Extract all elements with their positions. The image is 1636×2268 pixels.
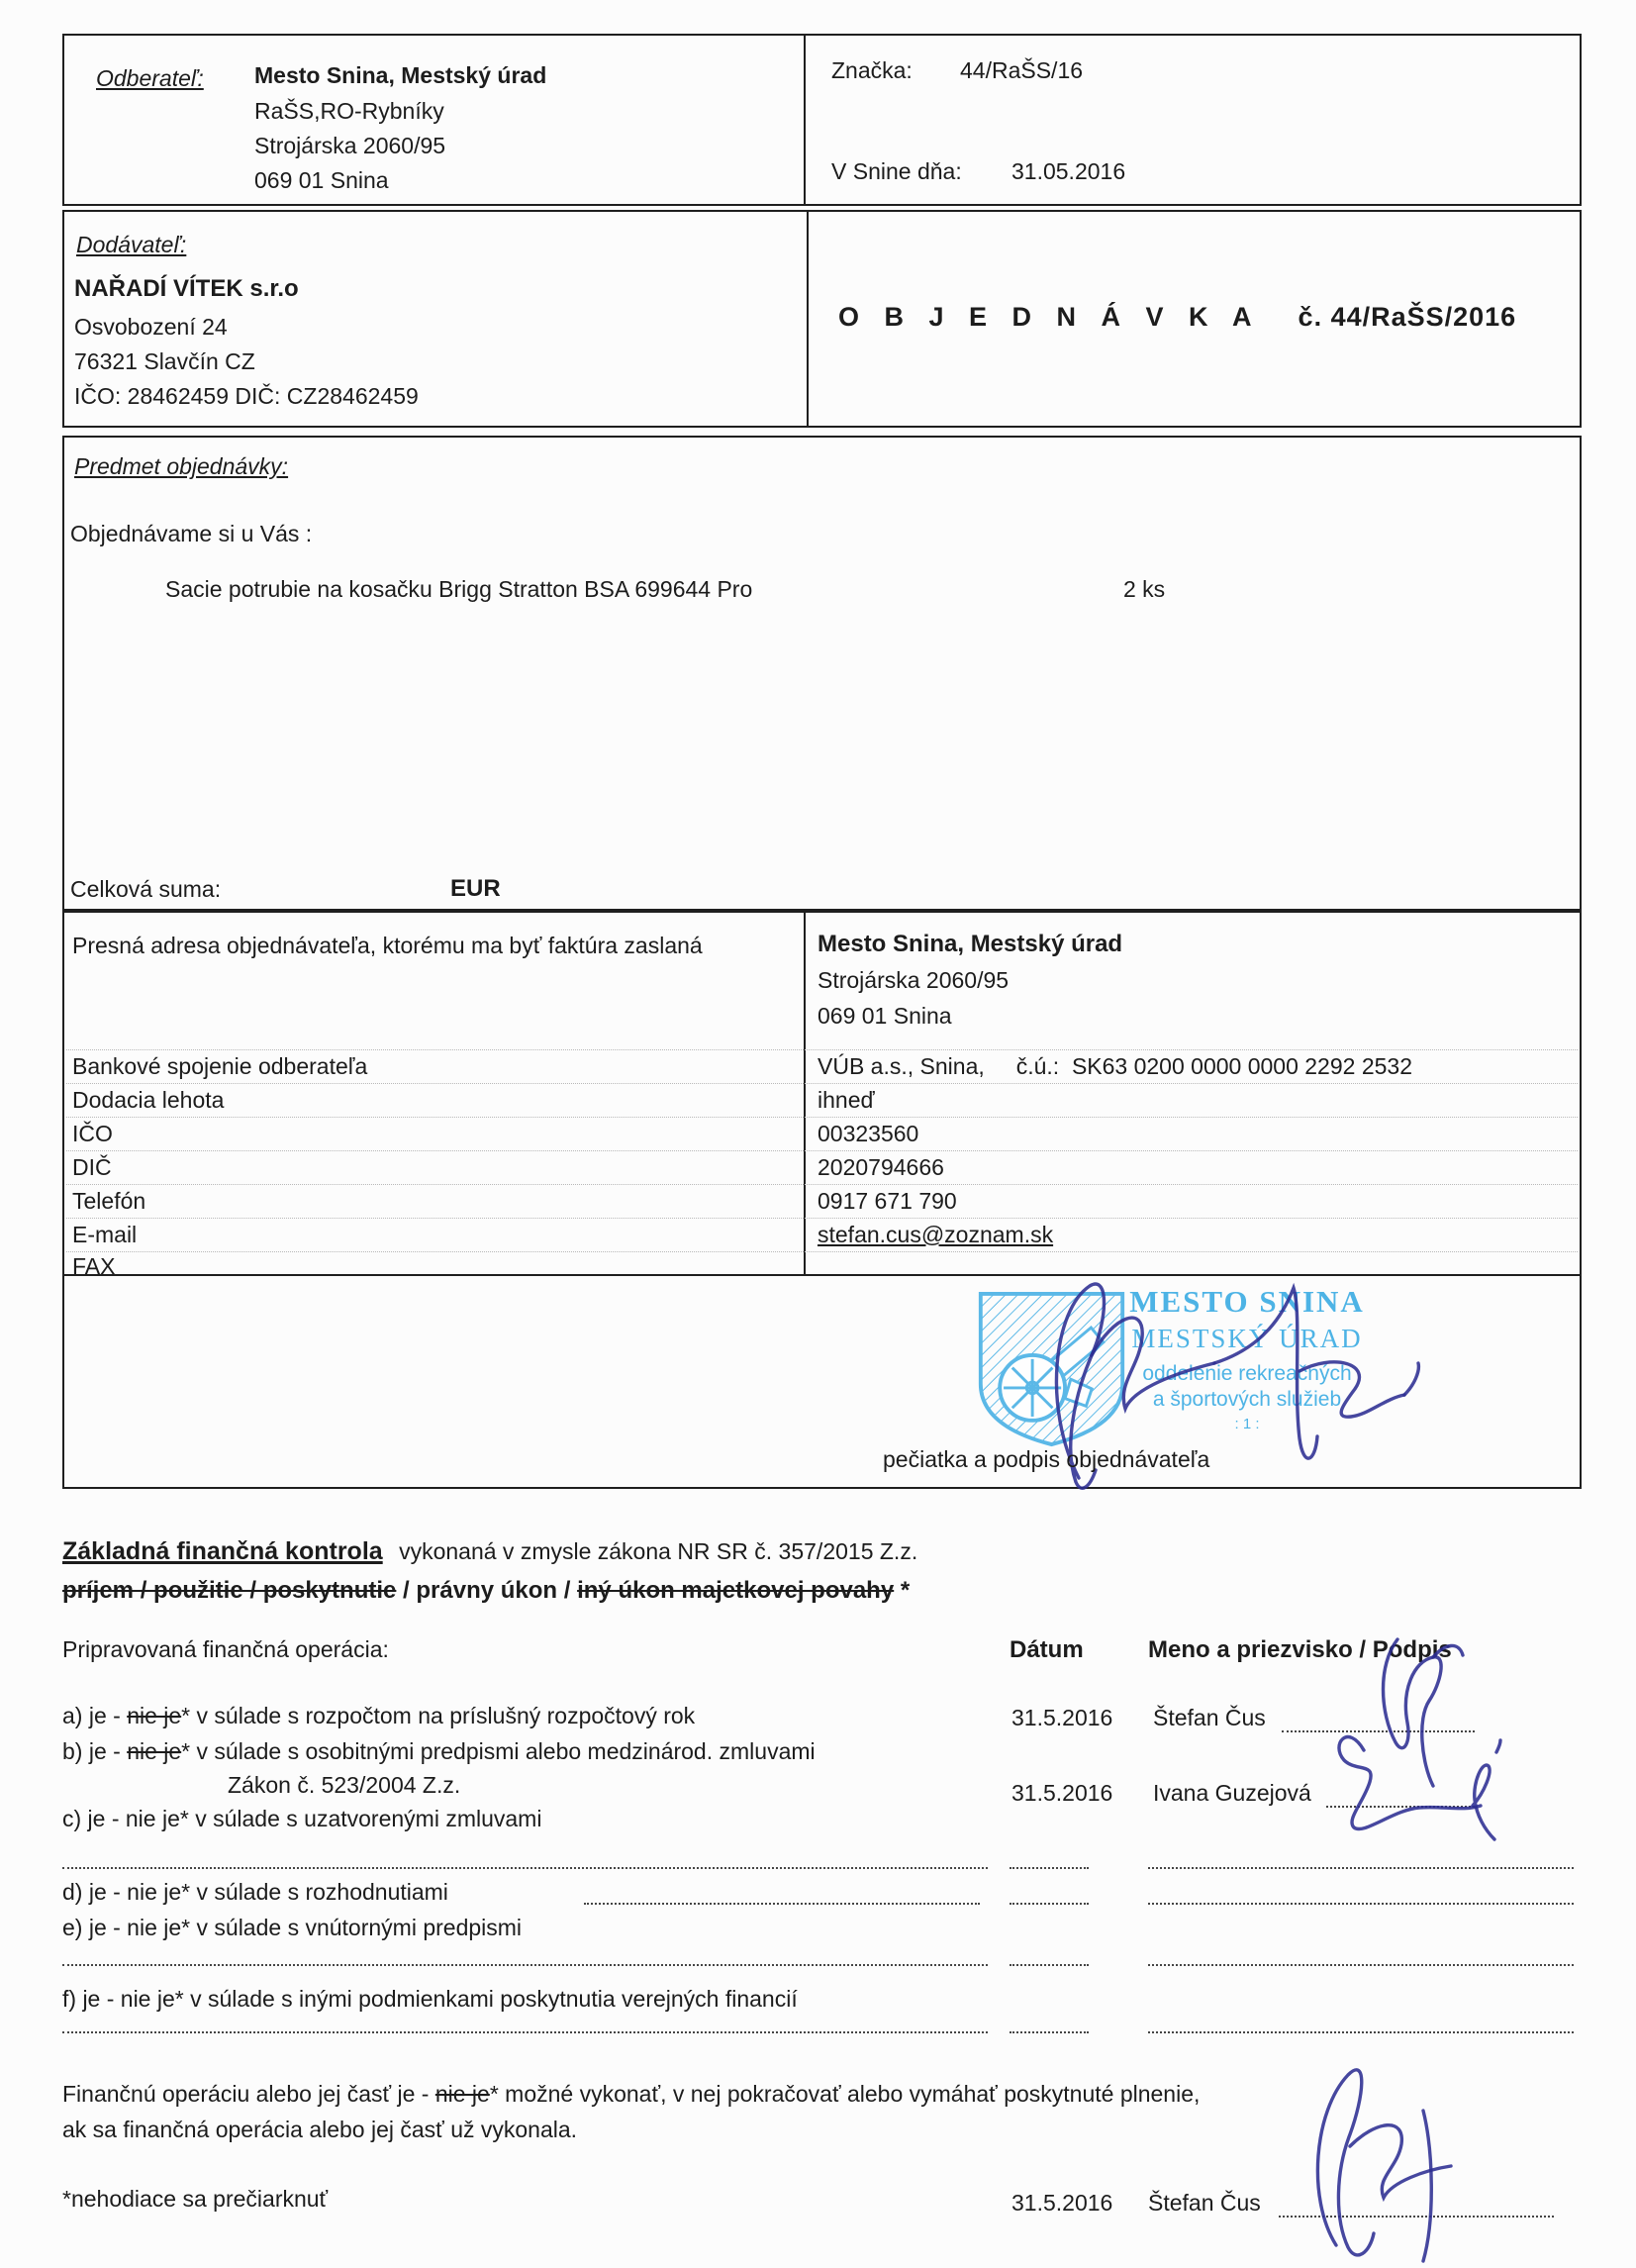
total-currency: EUR <box>450 875 501 902</box>
supplier-line: 76321 Slavčín CZ <box>74 348 255 374</box>
sign-a-name: Štefan Čus <box>1153 1705 1266 1730</box>
reference-label: Značka: <box>831 57 913 83</box>
control-title-rest: vykonaná v zmysle zákona NR SR č. 357/2015 Z.z. <box>399 1538 918 1564</box>
signature-line <box>1326 1806 1475 1808</box>
stamp-caption: pečiatka a podpis objednávateľa <box>883 1446 1210 1472</box>
stamp-line: MESTSKÝ ÚRAD <box>1131 1324 1363 1353</box>
row-separator <box>66 1218 1578 1219</box>
dotted-line <box>1010 1964 1089 1966</box>
dotted-line <box>1148 1964 1574 1966</box>
asterisk: * <box>894 1577 911 1604</box>
struck-options: príjem / použitie / poskytnutie <box>62 1577 397 1604</box>
row-label: Telefón <box>72 1188 146 1214</box>
divider <box>804 36 806 204</box>
row-value: ihneď <box>818 1087 875 1113</box>
control-row-e: e) je - nie je* v súlade s vnútornými predpismi <box>62 1915 523 1940</box>
sign-a-date: 31.5.2016 <box>1011 1705 1113 1730</box>
dotted-line <box>62 1867 988 1869</box>
row-separator <box>66 1184 1578 1185</box>
supplier-line: IČO: 28462459 DIČ: CZ28462459 <box>74 383 419 409</box>
email-value: stefan.cus@zoznam.sk <box>818 1222 1054 1247</box>
stamp-text <box>1099 1284 1395 1432</box>
active-option: / právny úkon / <box>396 1577 578 1604</box>
supplier-box <box>62 210 1582 428</box>
supplier-label: Dodávateľ: <box>76 232 187 257</box>
stamp-line: oddelenie rekreačných <box>1142 1362 1352 1385</box>
details-table <box>62 909 1582 1279</box>
signature-line <box>1282 1730 1475 1732</box>
date-label: V Snine dňa: <box>831 158 962 184</box>
dotted-line <box>1010 2031 1089 2033</box>
row-separator <box>66 1083 1578 1084</box>
control-row-c: c) je - nie je* v súlade s uzatvorenými zmluvami <box>62 1806 542 1831</box>
order-intro: Objednávame si u Vás : <box>70 521 313 546</box>
row-value: 2020794666 <box>818 1154 944 1180</box>
customer-line: 069 01 Snina <box>254 167 389 193</box>
control-row-a <box>62 1703 695 1730</box>
date-value: 31.05.2016 <box>1011 158 1126 184</box>
invoice-address-label: Presná adresa objednávateľa, ktorému ma byť faktúra zaslaná <box>72 933 703 958</box>
row-separator <box>66 1049 1578 1050</box>
struck-options: iný úkon majetkovej povahy <box>577 1577 895 1604</box>
final-sign-date: 31.5.2016 <box>1011 2190 1113 2216</box>
order-title-word: O B J E D N Á V K A <box>838 302 1261 332</box>
row-label: DIČ <box>72 1154 112 1180</box>
control-row-b <box>62 1738 816 1766</box>
final-sign-name: Štefan Čus <box>1148 2190 1261 2216</box>
stamp-line: MESTO SNINA <box>1129 1284 1365 1319</box>
dotted-line <box>62 1964 988 1966</box>
dotted-line <box>1010 1867 1089 1869</box>
prepared-operation-label: Pripravovaná finančná operácia: <box>62 1636 389 1662</box>
subject-box <box>62 436 1582 913</box>
control-title-line <box>62 1536 917 1566</box>
row-b-struck: nie je <box>127 1738 182 1764</box>
order-item-qty: 2 ks <box>1123 576 1166 602</box>
stamp-box <box>62 1274 1582 1489</box>
column-date-header: Dátum <box>1010 1636 1084 1663</box>
row-label: Bankové spojenie odberateľa <box>72 1053 368 1079</box>
row-label: Dodacia lehota <box>72 1087 225 1113</box>
closing-line1 <box>62 2081 1200 2109</box>
row-label: E-mail <box>72 1222 138 1247</box>
total-label: Celková suma: <box>70 876 222 902</box>
dotted-line <box>1010 1903 1089 1905</box>
sign-b-date: 31.5.2016 <box>1011 1780 1113 1806</box>
row-value: VÚB a.s., Snina, č.ú.: SK63 0200 0000 0000 2292 2532 <box>818 1053 1412 1079</box>
customer-name: Mesto Snina, Mestský úrad <box>254 62 547 88</box>
supplier-line: Osvobození 24 <box>74 314 228 340</box>
order-title <box>838 301 1516 333</box>
signature-line <box>1279 2216 1554 2218</box>
row-label: FAX <box>72 1253 116 1279</box>
control-title: Základná finančná kontrola <box>62 1537 383 1565</box>
row-label: IČO <box>72 1121 113 1146</box>
dotted-line <box>62 2031 988 2033</box>
control-row-f: f) je - nie je* v súlade s inými podmienkami poskytnutia verejných financií <box>62 1986 798 2012</box>
row-separator <box>66 1150 1578 1151</box>
invoice-address-line: Strojárska 2060/95 <box>818 967 1010 993</box>
customer-line: Strojárska 2060/95 <box>254 133 446 158</box>
divider <box>807 212 809 426</box>
row-a-struck: nie je <box>127 1703 182 1728</box>
invoice-address-line: 069 01 Snina <box>818 1003 952 1029</box>
dotted-line <box>1148 2031 1574 2033</box>
row-b-pre: b) je - <box>62 1738 128 1764</box>
closing-pre: Finančnú operáciu alebo jej časť je - <box>62 2081 435 2107</box>
divider <box>804 911 806 1274</box>
stamp-line: : 1 : <box>1234 1416 1260 1432</box>
dotted-line <box>1148 1903 1574 1905</box>
invoice-address-name: Mesto Snina, Mestský úrad <box>818 931 1123 957</box>
reference-value: 44/RaŠS/16 <box>960 57 1084 83</box>
customer-line: RaŠS,RO-Rybníky <box>254 98 444 124</box>
sign-b-name: Ivana Guzejová <box>1153 1780 1311 1806</box>
closing-struck: nie je <box>434 2081 490 2107</box>
stamp-line: a športových služieb <box>1152 1388 1342 1411</box>
row-a-pre: a) je - <box>62 1703 128 1728</box>
control-row-b-line2: Zákon č. 523/2004 Z.z. <box>228 1772 461 1798</box>
closing-line2: ak sa finančná operácia alebo jej časť už vykonala. <box>62 2117 578 2142</box>
row-value: 00323560 <box>818 1121 919 1146</box>
row-a-post: * v súlade s rozpočtom na príslušný rozpočtový rok <box>181 1703 696 1728</box>
final-signature <box>1277 2049 1475 2267</box>
column-name-header: Meno a priezvisko / Podpis <box>1148 1636 1452 1663</box>
footnote: *nehodiace sa prečiarknuť <box>62 2186 329 2212</box>
customer-box <box>62 34 1582 206</box>
row-b-post: * v súlade s osobitnými predpismi alebo medzinárod. zmluvami <box>181 1738 816 1764</box>
customer-label: Odberateľ: <box>96 65 204 91</box>
dotted-line <box>584 1903 980 1905</box>
control-operation-types <box>62 1577 910 1606</box>
order-number: č. 44/RaŠS/2016 <box>1298 302 1517 332</box>
supplier-name: NAŘADÍ VÍTEK s.r.o <box>74 275 299 302</box>
order-item: Sacie potrubie na kosačku Brigg Stratton BSA 699644 Pro <box>165 576 753 602</box>
row-value: 0917 671 790 <box>818 1188 957 1214</box>
row-separator <box>66 1251 1578 1252</box>
closing-post: * možné vykonať, v nej pokračovať alebo vymáhať poskytnuté plnenie, <box>489 2081 1201 2107</box>
dotted-line <box>1148 1867 1574 1869</box>
row-separator <box>66 1117 1578 1118</box>
subject-label: Predmet objednávky: <box>74 453 289 479</box>
control-row-d: d) je - nie je* v súlade s rozhodnutiami <box>62 1879 448 1905</box>
